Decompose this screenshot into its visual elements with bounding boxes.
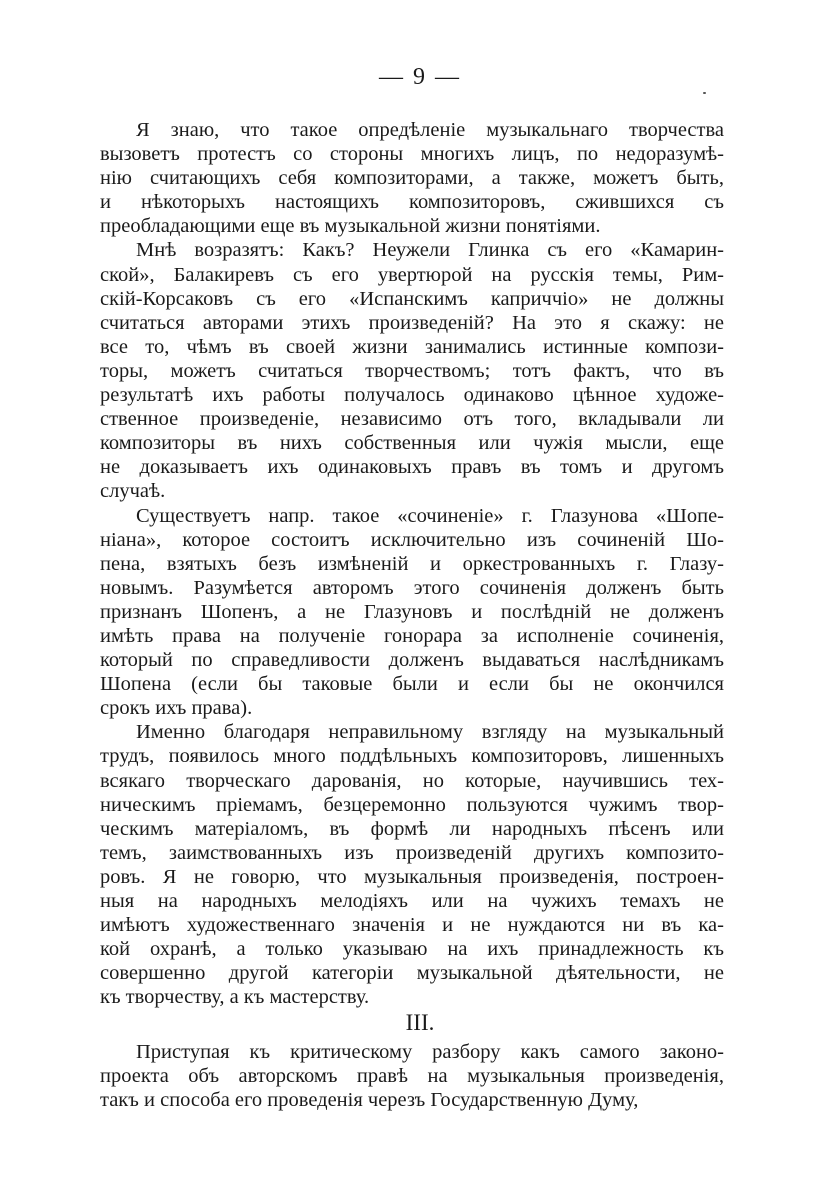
text-line: ныя на народныхъ мелодіяхъ или на чужихъ темахъ не — [100, 890, 724, 912]
text-line: Шопена (если бы таковые были и если бы не окончился — [100, 673, 724, 696]
text-line: кой охранѣ, а только указываю на ихъ принадлежность къ — [100, 938, 724, 961]
text-line: Приступая къ критическому разбору какъ самого законо- — [136, 1041, 724, 1063]
paragraph — [100, 1040, 724, 1112]
text-line: Существуетъ напр. такое «сочиненіе» г. Глазунова «Шопе- — [136, 504, 724, 527]
section-body-text — [100, 1040, 724, 1112]
text-line: срокъ ихъ права). — [100, 697, 253, 720]
text-line: ской», Балакиревъ съ его увертюрой на русскія темы, Рим- — [100, 263, 724, 286]
text-line: вызоветъ протестъ со стороны многихъ лицъ, по недоразумѣ- — [100, 143, 724, 166]
text-line: къ творчеству, а къ мастерству. — [100, 986, 370, 1009]
page-number: — 9 — — [379, 64, 461, 90]
text-line: не доказываетъ ихъ одинаковыхъ правъ въ томъ и другомъ — [100, 456, 724, 479]
text-line: новымъ. Разумѣется авторомъ этого сочиненія долженъ быть — [100, 576, 724, 599]
text-line: нію считающихъ себя композиторами, а также, можетъ быть, — [100, 167, 724, 190]
text-line: считаться авторами этихъ произведеній? На это я скажу: не — [100, 311, 724, 334]
text-line: ческимъ матеріаломъ, въ формѣ ли народныхъ пѣсенъ или — [100, 817, 724, 840]
text-line: торы, можетъ считаться творчествомъ; тотъ фактъ, что въ — [100, 359, 724, 382]
text-line: который по справедливости долженъ выдаваться наслѣдникамъ — [100, 649, 724, 672]
print-speck — [703, 92, 706, 94]
paragraph — [100, 118, 724, 238]
text-line: трудъ, появилось много поддѣльныхъ композиторовъ, лишенныхъ — [100, 745, 724, 768]
text-line: ническимъ пріемамъ, безцеремонно пользуются чужимъ твор- — [100, 793, 724, 816]
paragraph — [100, 238, 724, 503]
text-line: случаѣ. — [100, 480, 166, 503]
text-line: имѣютъ художественнаго значенія и не нуждаются ни въ ка- — [100, 914, 724, 937]
body-text — [100, 118, 724, 1009]
text-line: признанъ Шопенъ, а не Глазуновъ и послѣдній не долженъ — [100, 600, 724, 623]
text-line: Я знаю, что такое опредѣленіе музыкальнаго творчества — [136, 119, 724, 141]
text-line: ственное произведеніе, независимо отъ того, вкладывали ли — [100, 408, 724, 431]
text-line: темъ, заимствованныхъ изъ произведеній другихъ композито- — [100, 841, 724, 864]
text-line: проекта объ авторскомъ правѣ на музыкальныя произведенія, — [100, 1065, 724, 1088]
text-line: и нѣкоторыхъ настоящихъ композиторовъ, сжившихся съ — [100, 191, 724, 214]
text-line: ніана», которое состоитъ исключительно изъ сочиненій Шо- — [100, 528, 724, 551]
text-line: пена, взятыхъ безъ измѣненій и оркестрованныхъ г. Глазу- — [100, 552, 724, 575]
paragraph — [100, 504, 724, 721]
text-line: преобладающими еще въ музыкальной жизни понятіями. — [100, 215, 601, 238]
text-line: всякаго творческаго дарованія, но которые, научившись тех- — [100, 769, 724, 792]
text-line: ровъ. Я не говорю, что музыкальныя произведенія, построен- — [100, 865, 724, 888]
text-line: такъ и способа его проведенія черезъ Государственную Думу, — [100, 1089, 639, 1112]
text-line: скій-Корсаковъ съ его «Испанскимъ каприччіо» не должны — [100, 287, 724, 310]
text-line: все то, чѣмъ въ своей жизни занимались истинные компози- — [100, 335, 724, 358]
text-line: совершенно другой категоріи музыкальной дѣятельности, не — [100, 962, 724, 985]
text-line: Именно благодаря неправильному взгляду на музыкальный — [136, 721, 724, 744]
paragraph — [100, 720, 724, 1009]
text-line: Мнѣ возразятъ: Какъ? Неужели Глинка съ его «Камарин- — [136, 239, 724, 262]
text-line: результатѣ ихъ работы получалось одинаково цѣнное художе- — [100, 384, 724, 407]
section-heading: III. — [405, 1010, 435, 1035]
text-line: имѣть права на полученіе гонорара за исполненіе сочиненія, — [100, 624, 724, 647]
text-line: композиторы въ нихъ собственныя или чужія мысли, еще — [100, 432, 724, 455]
